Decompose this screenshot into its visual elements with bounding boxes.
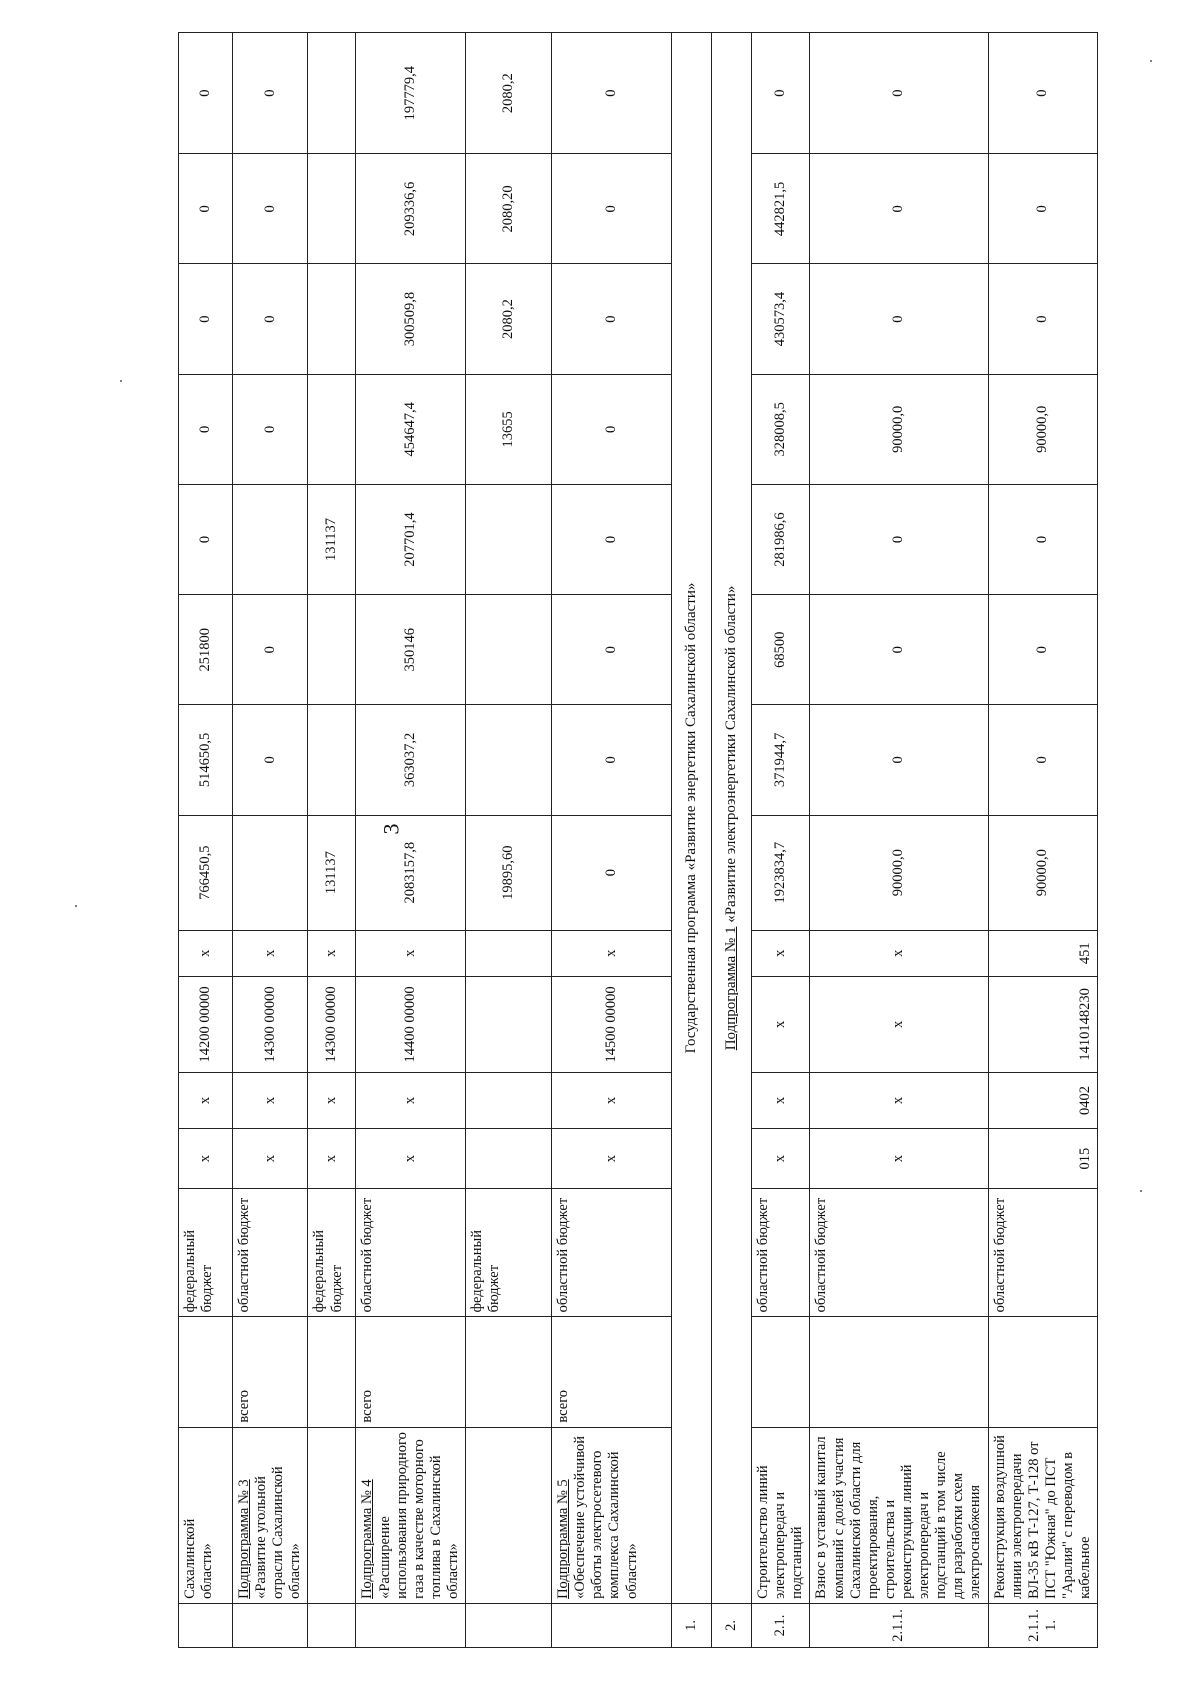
scan-speck [1150, 60, 1152, 62]
value-cell: 0 [552, 33, 672, 154]
value-cell: 0 [179, 374, 233, 484]
value-cell: 131137 [308, 815, 356, 930]
value-cell: 514650,5 [179, 705, 233, 815]
total-label-cell [179, 1317, 233, 1427]
code-cell: x [308, 1072, 356, 1128]
code-cell: x [179, 1129, 233, 1189]
code-cell: x [810, 1129, 988, 1189]
code-cell: x [752, 976, 810, 1072]
value-cell: 0 [810, 484, 988, 594]
value-cell: 0 [988, 264, 1098, 374]
row-number-cell [308, 1603, 356, 1647]
value-cell: 0 [988, 705, 1098, 815]
scan-speck [120, 380, 122, 382]
value-cell: 131137 [308, 484, 356, 594]
row-number-cell [466, 1603, 552, 1647]
value-cell: 207701,4 [356, 484, 466, 594]
value-cell: 0 [552, 595, 672, 705]
program-name-cell [466, 1427, 552, 1603]
section-title-text: Государственная программа «Развитие энергетики Сахалинской области» [682, 582, 699, 1054]
rotated-table-wrapper [178, 32, 1118, 1648]
funding-source-cell: областной бюджет [988, 1189, 1098, 1317]
code-cell: 14300 00000 [308, 976, 356, 1072]
value-cell: 0 [179, 484, 233, 594]
code-cell: x [810, 930, 988, 976]
scan-speck [1140, 1190, 1142, 1192]
funding-source-cell: федеральный бюджет [308, 1189, 356, 1317]
table-row [356, 33, 466, 1648]
code-cell: x [179, 930, 233, 976]
value-cell: 2083157,8 [356, 815, 466, 930]
value-cell: 13655 [466, 374, 552, 484]
code-cell: x [356, 1072, 466, 1128]
code-cell: x [552, 1129, 672, 1189]
value-cell: 209336,6 [356, 154, 466, 264]
program-name-cell [988, 1427, 1098, 1603]
section-header-cell [672, 33, 712, 1604]
value-cell: 90000,0 [810, 374, 988, 484]
code-cell: x [356, 930, 466, 976]
subprogram-link-text: Подпрограмма № 3 [236, 1479, 252, 1599]
scan-speck [75, 905, 77, 907]
row-number-cell: 2.1.1. [810, 1603, 988, 1647]
value-cell: 0 [810, 154, 988, 264]
funding-source-cell: федеральный бюджет [179, 1189, 233, 1317]
code-cell: x [552, 930, 672, 976]
funding-source-cell: областной бюджет [752, 1189, 810, 1317]
value-cell: 2080,2 [466, 33, 552, 154]
value-cell: 0 [988, 484, 1098, 594]
value-cell: 328008,5 [752, 374, 810, 484]
subprogram-link-text: Подпрограмма № 5 [555, 1479, 572, 1599]
table-row [466, 33, 552, 1648]
value-cell [233, 484, 308, 594]
row-number-cell: 2.1. [752, 1603, 810, 1647]
value-cell: 0 [179, 154, 233, 264]
value-cell: 0 [552, 705, 672, 815]
total-label-cell [988, 1317, 1098, 1427]
program-name-cell [552, 1427, 672, 1603]
program-name-text: Сахалинской [182, 1518, 198, 1599]
value-cell [308, 154, 356, 264]
code-cell: x [233, 1129, 308, 1189]
total-label-cell [810, 1317, 988, 1427]
program-name-text: Реконструкция воздушной линии электропередачи ВЛ-35 кВ Т-127, Т-128 от ПСТ "Южная" до ПСТ "Аралия" с переводом в кабельное [991, 1435, 1094, 1599]
code-cell [466, 930, 552, 976]
value-cell: 0 [810, 705, 988, 815]
value-cell [466, 705, 552, 815]
value-cell: 0 [552, 264, 672, 374]
subprogram-link-text: Подпрограмма № 4 [359, 1479, 376, 1599]
program-name-cell [179, 1427, 233, 1603]
code-cell [466, 976, 552, 1072]
row-number-cell [179, 1603, 233, 1647]
funding-source-cell: федеральный бюджет [466, 1189, 552, 1317]
program-name-cell [810, 1427, 988, 1603]
code-cell: 14500 00000 [552, 976, 672, 1072]
code-cell: 1410148230 [988, 976, 1098, 1072]
value-cell [308, 33, 356, 154]
program-name-text: «Развитие угольной отрасли Сахалинской области» [253, 1466, 304, 1599]
value-cell: 0 [233, 595, 308, 705]
code-cell: x [752, 930, 810, 976]
total-label-cell: всего [233, 1317, 308, 1427]
code-cell: 14300 00000 [233, 976, 308, 1072]
value-cell: 0 [552, 484, 672, 594]
value-cell: 0 [810, 33, 988, 154]
value-cell [308, 374, 356, 484]
program-name-text: «Обеспечение устойчивой работы электросетевого комплекса Сахалинской области» [572, 1435, 640, 1599]
row-number-cell [552, 1603, 672, 1647]
value-cell: 0 [179, 264, 233, 374]
funding-source-cell: областной бюджет [233, 1189, 308, 1317]
value-cell: 251800 [179, 595, 233, 705]
program-name-text: Строительство линий электропередач и подстанций [755, 1465, 806, 1599]
section-header-cell [712, 33, 752, 1604]
value-cell: 19895,60 [466, 815, 552, 930]
value-cell [308, 595, 356, 705]
value-cell: 0 [810, 595, 988, 705]
row-number-cell: 2.1.1.1. [988, 1603, 1098, 1647]
value-cell: 197779,4 [356, 33, 466, 154]
code-cell: x [810, 1072, 988, 1128]
table-row [988, 33, 1098, 1648]
value-cell: 2080,2 [466, 264, 552, 374]
code-cell: x [356, 1129, 466, 1189]
value-cell: 0 [179, 33, 233, 154]
value-cell: 350146 [356, 595, 466, 705]
table-row [308, 33, 356, 1648]
code-cell: x [308, 930, 356, 976]
value-cell: 0 [988, 33, 1098, 154]
table-row [712, 33, 752, 1648]
code-cell: 015 [988, 1129, 1098, 1189]
value-cell: 442821,5 [752, 154, 810, 264]
value-cell: 766450,5 [179, 815, 233, 930]
code-cell: x [233, 1072, 308, 1128]
funding-source-cell: областной бюджет [810, 1189, 988, 1317]
subprogram-link-text: Подпрограмма № 1 [722, 926, 739, 1051]
program-name-cell [356, 1427, 466, 1603]
total-label-cell [752, 1317, 810, 1427]
code-cell: x [752, 1072, 810, 1128]
code-cell [466, 1129, 552, 1189]
value-cell [308, 705, 356, 815]
row-number-cell [233, 1603, 308, 1647]
code-cell: 451 [988, 930, 1098, 976]
value-cell: 371944,7 [752, 705, 810, 815]
code-cell: 14200 00000 [179, 976, 233, 1072]
value-cell: 0 [233, 264, 308, 374]
row-number-cell [356, 1603, 466, 1647]
value-cell: 454647,4 [356, 374, 466, 484]
value-cell: 90000,0 [988, 815, 1098, 930]
total-label-cell [466, 1317, 552, 1427]
value-cell: 430573,4 [752, 264, 810, 374]
value-cell: 0 [233, 705, 308, 815]
value-cell [466, 484, 552, 594]
code-cell: x [552, 1072, 672, 1128]
table-row [752, 33, 810, 1648]
section-title-text: «Развитие электроэнергетики Сахалинской области» [722, 585, 739, 923]
value-cell: 0 [552, 815, 672, 930]
value-cell: 0 [552, 154, 672, 264]
total-label-cell [308, 1317, 356, 1427]
value-cell: 0 [752, 33, 810, 154]
value-cell: 1923834,7 [752, 815, 810, 930]
value-cell: 90000,0 [988, 374, 1098, 484]
total-label-cell: всего [356, 1317, 466, 1427]
budget-table [178, 32, 1098, 1648]
funding-source-cell: областной бюджет [356, 1189, 466, 1317]
value-cell: 0 [233, 374, 308, 484]
value-cell: 90000,0 [810, 815, 988, 930]
code-cell: 0402 [988, 1072, 1098, 1128]
code-cell: x [810, 976, 988, 1072]
row-number-cell: 2. [712, 1603, 752, 1647]
value-cell [308, 264, 356, 374]
code-cell [466, 1072, 552, 1128]
value-cell: 300509,8 [356, 264, 466, 374]
value-cell: 2080,20 [466, 154, 552, 264]
code-cell: x [233, 930, 308, 976]
value-cell: 68500 [752, 595, 810, 705]
code-cell: 14400 00000 [356, 976, 466, 1072]
value-cell: 0 [810, 264, 988, 374]
table-row [552, 33, 672, 1648]
table-row [179, 33, 233, 1648]
program-name-cell [233, 1427, 308, 1603]
value-cell [466, 595, 552, 705]
value-cell: 0 [233, 33, 308, 154]
value-cell: 0 [988, 154, 1098, 264]
value-cell: 0 [552, 374, 672, 484]
value-cell [233, 815, 308, 930]
code-cell: x [752, 1129, 810, 1189]
value-cell: 363037,2 [356, 705, 466, 815]
row-number-cell: 1. [672, 1603, 712, 1647]
value-cell: 0 [233, 154, 308, 264]
program-name-text: «Расширение использования природного газа в качестве моторного топлива в Сахалинской области» [376, 1432, 461, 1599]
table-row [233, 33, 308, 1648]
funding-source-cell: областной бюджет [552, 1189, 672, 1317]
table-row [672, 33, 712, 1648]
total-label-cell: всего [552, 1317, 672, 1427]
program-name-cell [752, 1427, 810, 1603]
page-number: 3 [378, 823, 404, 835]
table-row [810, 33, 988, 1648]
code-cell: x [308, 1129, 356, 1189]
program-name-text: Взнос в уставный капитал компаний с долей участия Сахалинской области для проектирования, строительства и реконструкции линий электропередач и подстанций в том числе для разработки схем электроснабжения [813, 1436, 984, 1599]
program-name-cell [308, 1427, 356, 1603]
code-cell: x [179, 1072, 233, 1128]
value-cell: 0 [988, 595, 1098, 705]
value-cell: 281986,6 [752, 484, 810, 594]
program-name-text: области» [199, 1543, 216, 1599]
